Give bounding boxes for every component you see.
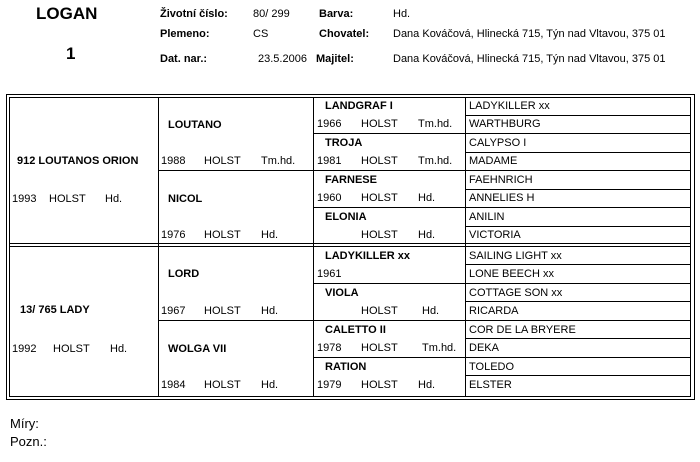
sss-year: 1966 xyxy=(317,118,342,130)
divider xyxy=(313,283,691,284)
ssd-breed: HOLST xyxy=(361,155,398,167)
sire-color: Hd. xyxy=(105,193,123,205)
dds-year: 1978 xyxy=(317,342,342,354)
divider xyxy=(465,301,691,302)
pozn-label: Pozn.: xyxy=(10,434,47,449)
dsd-breed: HOLST xyxy=(361,305,398,317)
divider xyxy=(158,320,691,321)
g4-5: FAEHNRICH xyxy=(469,174,533,186)
dsd-name: VIOLA xyxy=(325,287,359,299)
divider xyxy=(465,189,691,190)
g4-12: RICARDA xyxy=(469,305,519,317)
barva-value: Hd. xyxy=(393,8,411,20)
g4-13: COR DE LA BRYERE xyxy=(469,324,576,336)
sds-year: 1960 xyxy=(317,192,342,204)
sss-color: Tm.hd. xyxy=(418,118,453,130)
dss-name: LADYKILLER xx xyxy=(325,250,410,262)
sss-breed: HOLST xyxy=(361,118,398,130)
plemeno-value: CS xyxy=(253,28,269,40)
dds-name: CALETTO II xyxy=(325,324,386,336)
horse-name: LOGAN xyxy=(36,4,98,23)
g4-1: LADYKILLER xx xyxy=(469,100,550,112)
plemeno-label: Plemeno: xyxy=(160,28,210,40)
ddd-color: Hd. xyxy=(418,379,436,391)
sd-name: NICOL xyxy=(168,193,203,205)
datnar-value: 23.5.2006 xyxy=(258,53,307,65)
divider xyxy=(465,152,691,153)
divider xyxy=(465,97,466,397)
g4-11: COTTAGE SON xx xyxy=(469,287,563,299)
divider xyxy=(9,97,691,98)
ss-breed: HOLST xyxy=(204,155,241,167)
divider xyxy=(313,97,314,397)
ddd-name: RATION xyxy=(325,361,367,373)
divider xyxy=(465,338,691,339)
dd-year: 1984 xyxy=(161,379,186,391)
divider xyxy=(313,207,691,208)
divider xyxy=(9,246,691,247)
ds-color: Hd. xyxy=(261,305,279,317)
sds-color: Hd. xyxy=(418,192,436,204)
g4-16: ELSTER xyxy=(469,379,512,391)
sdd-breed: HOLST xyxy=(361,229,398,241)
ds-year: 1967 xyxy=(161,305,186,317)
divider xyxy=(313,357,691,358)
ssd-name: TROJA xyxy=(325,137,363,149)
g4-9: SAILING LIGHT xx xyxy=(469,250,562,262)
g4-4: MADAME xyxy=(469,155,518,167)
sire-breed: HOLST xyxy=(49,193,86,205)
divider xyxy=(465,226,691,227)
chovatel-label: Chovatel: xyxy=(319,28,370,40)
ssd-color: Tm.hd. xyxy=(418,155,453,167)
sire-year: 1993 xyxy=(12,193,37,205)
dd-name: WOLGA VII xyxy=(168,343,227,355)
majitel-label: Majitel: xyxy=(316,53,354,65)
divider xyxy=(690,97,691,397)
dam-color: Hd. xyxy=(110,343,128,355)
divider xyxy=(9,243,691,244)
barva-label: Barva: xyxy=(319,8,354,20)
sire-name: 912 LOUTANOS ORION xyxy=(17,155,139,167)
dam-year: 1992 xyxy=(12,343,37,355)
datnar-label: Dat. nar.: xyxy=(160,53,208,65)
g4-3: CALYPSO I xyxy=(469,137,527,149)
sdd-color: Hd. xyxy=(418,229,436,241)
g4-14: DEKA xyxy=(469,342,499,354)
sd-breed: HOLST xyxy=(204,229,241,241)
sss-name: LANDGRAF I xyxy=(325,100,393,112)
divider xyxy=(158,170,691,171)
g4-10: LONE BEECH xx xyxy=(469,268,554,280)
dss-year: 1961 xyxy=(317,268,342,280)
divider xyxy=(9,396,691,397)
zivotni-label: Životní číslo: xyxy=(160,8,228,20)
g4-6: ANNELIES H xyxy=(469,192,535,204)
dd-breed: HOLST xyxy=(204,379,241,391)
divider xyxy=(313,133,691,134)
g4-8: VICTORIA xyxy=(469,229,521,241)
chovatel-value: Dana Kováčová, Hlinecká 715, Týn nad Vltavou, 375 01 xyxy=(393,28,666,40)
dds-breed: HOLST xyxy=(361,342,398,354)
ss-year: 1988 xyxy=(161,155,186,167)
ss-color: Tm.hd. xyxy=(261,155,296,167)
g4-7: ANILIN xyxy=(469,211,505,223)
sds-breed: HOLST xyxy=(361,192,398,204)
sd-color: Hd. xyxy=(261,229,279,241)
g4-15: TOLEDO xyxy=(469,361,515,373)
sdd-name: ELONIA xyxy=(325,211,367,223)
divider xyxy=(465,264,691,265)
divider xyxy=(465,115,691,116)
g4-2: WARTHBURG xyxy=(469,118,541,130)
zivotni-value: 80/ 299 xyxy=(253,8,290,20)
ssd-year: 1981 xyxy=(317,155,342,167)
divider xyxy=(465,375,691,376)
majitel-value: Dana Kováčová, Hlinecká 715, Týn nad Vltavou, 375 01 xyxy=(393,53,666,65)
ss-name: LOUTANO xyxy=(168,119,222,131)
ddd-breed: HOLST xyxy=(361,379,398,391)
dsd-color: Hd. xyxy=(422,305,440,317)
miry-label: Míry: xyxy=(10,416,39,431)
sd-year: 1976 xyxy=(161,229,186,241)
ddd-year: 1979 xyxy=(317,379,342,391)
ds-name: LORD xyxy=(168,268,200,280)
dam-name: 13/ 765 LADY xyxy=(20,304,90,316)
dd-color: Hd. xyxy=(261,379,279,391)
ds-breed: HOLST xyxy=(204,305,241,317)
dds-color: Tm.hd. xyxy=(422,342,457,354)
horse-number: 1 xyxy=(66,44,76,63)
sds-name: FARNESE xyxy=(325,174,377,186)
divider xyxy=(9,97,10,397)
divider xyxy=(158,97,159,397)
dam-breed: HOLST xyxy=(53,343,90,355)
